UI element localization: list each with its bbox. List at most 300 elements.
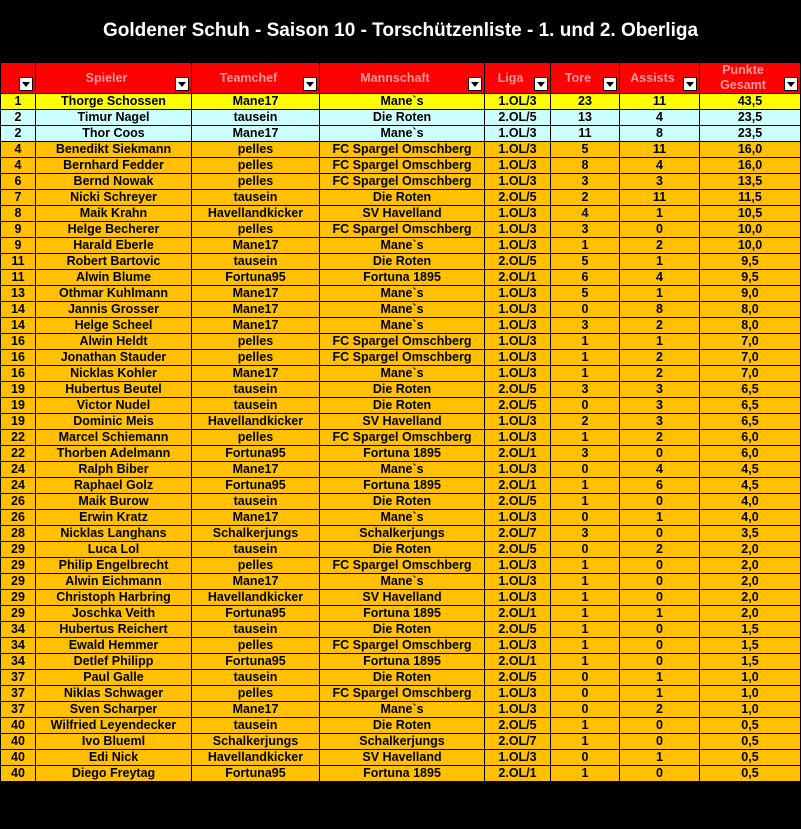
cell-tore[interactable]: 8 [551, 158, 620, 174]
cell-assists[interactable]: 1 [620, 750, 700, 766]
cell-punkte[interactable]: 1,0 [700, 686, 801, 702]
cell-tore[interactable]: 1 [551, 654, 620, 670]
cell-tore[interactable]: 1 [551, 478, 620, 494]
cell-spieler[interactable]: Maik Krahn [36, 206, 192, 222]
cell-punkte[interactable]: 1,0 [700, 670, 801, 686]
cell-mannschaft[interactable]: Mane`s [320, 318, 485, 334]
cell-liga[interactable]: 1.OL/3 [485, 430, 551, 446]
cell-punkte[interactable]: 6,5 [700, 414, 801, 430]
cell-rank[interactable]: 37 [1, 686, 36, 702]
cell-assists[interactable]: 1 [620, 286, 700, 302]
cell-teamchef[interactable]: Fortuna95 [192, 478, 320, 494]
cell-tore[interactable]: 0 [551, 750, 620, 766]
filter-dropdown-icon[interactable] [175, 77, 189, 91]
cell-tore[interactable]: 3 [551, 174, 620, 190]
cell-teamchef[interactable]: Fortuna95 [192, 606, 320, 622]
cell-rank[interactable]: 19 [1, 398, 36, 414]
cell-punkte[interactable]: 9,5 [700, 270, 801, 286]
cell-liga[interactable]: 2.OL/1 [485, 478, 551, 494]
cell-assists[interactable]: 8 [620, 126, 700, 142]
cell-rank[interactable]: 40 [1, 750, 36, 766]
cell-rank[interactable]: 16 [1, 334, 36, 350]
cell-spieler[interactable]: Alwin Blume [36, 270, 192, 286]
cell-rank[interactable]: 37 [1, 670, 36, 686]
cell-tore[interactable]: 1 [551, 622, 620, 638]
cell-spieler[interactable]: Alwin Eichmann [36, 574, 192, 590]
cell-liga[interactable]: 2.OL/1 [485, 606, 551, 622]
cell-mannschaft[interactable]: FC Spargel Omschberg [320, 686, 485, 702]
cell-spieler[interactable]: Robert Bartovic [36, 254, 192, 270]
cell-liga[interactable]: 2.OL/1 [485, 446, 551, 462]
cell-teamchef[interactable]: tausein [192, 718, 320, 734]
cell-assists[interactable]: 0 [620, 654, 700, 670]
cell-rank[interactable]: 40 [1, 734, 36, 750]
cell-mannschaft[interactable]: Schalkerjungs [320, 526, 485, 542]
cell-spieler[interactable]: Niklas Schwager [36, 686, 192, 702]
cell-tore[interactable]: 0 [551, 686, 620, 702]
cell-punkte[interactable]: 0,5 [700, 766, 801, 782]
cell-spieler[interactable]: Helge Becherer [36, 222, 192, 238]
cell-assists[interactable]: 2 [620, 542, 700, 558]
cell-mannschaft[interactable]: FC Spargel Omschberg [320, 558, 485, 574]
cell-liga[interactable]: 2.OL/1 [485, 766, 551, 782]
cell-assists[interactable]: 2 [620, 366, 700, 382]
cell-tore[interactable]: 11 [551, 126, 620, 142]
cell-teamchef[interactable]: Havellandkicker [192, 590, 320, 606]
cell-assists[interactable]: 11 [620, 190, 700, 206]
cell-rank[interactable]: 9 [1, 222, 36, 238]
cell-assists[interactable]: 1 [620, 686, 700, 702]
cell-teamchef[interactable]: Mane17 [192, 702, 320, 718]
cell-teamchef[interactable]: Fortuna95 [192, 270, 320, 286]
cell-teamchef[interactable]: tausein [192, 494, 320, 510]
cell-rank[interactable]: 16 [1, 366, 36, 382]
cell-rank[interactable]: 13 [1, 286, 36, 302]
cell-spieler[interactable]: Thor Coos [36, 126, 192, 142]
cell-rank[interactable]: 34 [1, 654, 36, 670]
cell-spieler[interactable]: Harald Eberle [36, 238, 192, 254]
cell-rank[interactable]: 29 [1, 558, 36, 574]
cell-punkte[interactable]: 8,0 [700, 302, 801, 318]
cell-punkte[interactable]: 3,5 [700, 526, 801, 542]
cell-spieler[interactable]: Jonathan Stauder [36, 350, 192, 366]
cell-mannschaft[interactable]: Mane`s [320, 510, 485, 526]
cell-liga[interactable]: 2.OL/5 [485, 718, 551, 734]
cell-mannschaft[interactable]: Die Roten [320, 622, 485, 638]
cell-teamchef[interactable]: tausein [192, 382, 320, 398]
cell-tore[interactable]: 1 [551, 494, 620, 510]
cell-rank[interactable]: 2 [1, 126, 36, 142]
cell-liga[interactable]: 1.OL/3 [485, 590, 551, 606]
cell-rank[interactable]: 29 [1, 606, 36, 622]
cell-punkte[interactable]: 2,0 [700, 558, 801, 574]
cell-liga[interactable]: 2.OL/5 [485, 494, 551, 510]
cell-spieler[interactable]: Dominic Meis [36, 414, 192, 430]
cell-liga[interactable]: 1.OL/3 [485, 222, 551, 238]
cell-rank[interactable]: 40 [1, 718, 36, 734]
cell-liga[interactable]: 1.OL/3 [485, 238, 551, 254]
cell-punkte[interactable]: 2,0 [700, 606, 801, 622]
cell-spieler[interactable]: Raphael Golz [36, 478, 192, 494]
cell-tore[interactable]: 1 [551, 718, 620, 734]
cell-punkte[interactable]: 6,5 [700, 398, 801, 414]
cell-spieler[interactable]: Sven Scharper [36, 702, 192, 718]
cell-tore[interactable]: 1 [551, 238, 620, 254]
cell-teamchef[interactable]: tausein [192, 190, 320, 206]
cell-rank[interactable]: 4 [1, 158, 36, 174]
cell-punkte[interactable]: 16,0 [700, 142, 801, 158]
cell-mannschaft[interactable]: FC Spargel Omschberg [320, 350, 485, 366]
cell-spieler[interactable]: Nicklas Kohler [36, 366, 192, 382]
cell-teamchef[interactable]: Mane17 [192, 574, 320, 590]
cell-mannschaft[interactable]: Mane`s [320, 286, 485, 302]
cell-rank[interactable]: 19 [1, 382, 36, 398]
cell-rank[interactable]: 34 [1, 622, 36, 638]
cell-rank[interactable]: 4 [1, 142, 36, 158]
cell-liga[interactable]: 1.OL/3 [485, 462, 551, 478]
cell-punkte[interactable]: 10,5 [700, 206, 801, 222]
cell-teamchef[interactable]: pelles [192, 334, 320, 350]
cell-teamchef[interactable]: pelles [192, 350, 320, 366]
cell-rank[interactable]: 29 [1, 574, 36, 590]
cell-tore[interactable]: 1 [551, 734, 620, 750]
cell-assists[interactable]: 0 [620, 718, 700, 734]
cell-liga[interactable]: 2.OL/5 [485, 622, 551, 638]
cell-punkte[interactable]: 9,5 [700, 254, 801, 270]
cell-punkte[interactable]: 2,0 [700, 590, 801, 606]
cell-spieler[interactable]: Jannis Grosser [36, 302, 192, 318]
cell-mannschaft[interactable]: Die Roten [320, 110, 485, 126]
cell-teamchef[interactable]: tausein [192, 542, 320, 558]
cell-tore[interactable]: 3 [551, 382, 620, 398]
cell-liga[interactable]: 1.OL/3 [485, 750, 551, 766]
cell-spieler[interactable]: Diego Freytag [36, 766, 192, 782]
filter-dropdown-icon[interactable] [468, 77, 482, 91]
cell-assists[interactable]: 11 [620, 142, 700, 158]
cell-assists[interactable]: 2 [620, 430, 700, 446]
cell-tore[interactable]: 2 [551, 414, 620, 430]
cell-mannschaft[interactable]: FC Spargel Omschberg [320, 430, 485, 446]
cell-spieler[interactable]: Christoph Harbring [36, 590, 192, 606]
cell-spieler[interactable]: Bernhard Fedder [36, 158, 192, 174]
cell-mannschaft[interactable]: Mane`s [320, 126, 485, 142]
cell-mannschaft[interactable]: Die Roten [320, 190, 485, 206]
cell-spieler[interactable]: Marcel Schiemann [36, 430, 192, 446]
cell-mannschaft[interactable]: FC Spargel Omschberg [320, 174, 485, 190]
cell-assists[interactable]: 1 [620, 510, 700, 526]
cell-spieler[interactable]: Joschka Veith [36, 606, 192, 622]
cell-spieler[interactable]: Victor Nudel [36, 398, 192, 414]
filter-dropdown-icon[interactable] [303, 77, 317, 91]
cell-mannschaft[interactable]: Mane`s [320, 462, 485, 478]
cell-assists[interactable]: 11 [620, 94, 700, 110]
cell-tore[interactable]: 0 [551, 702, 620, 718]
cell-assists[interactable]: 3 [620, 398, 700, 414]
cell-spieler[interactable]: Timur Nagel [36, 110, 192, 126]
cell-spieler[interactable]: Wilfried Leyendecker [36, 718, 192, 734]
cell-punkte[interactable]: 13,5 [700, 174, 801, 190]
cell-mannschaft[interactable]: FC Spargel Omschberg [320, 158, 485, 174]
cell-assists[interactable]: 0 [620, 590, 700, 606]
cell-tore[interactable]: 0 [551, 510, 620, 526]
cell-mannschaft[interactable]: SV Havelland [320, 750, 485, 766]
cell-liga[interactable]: 1.OL/3 [485, 558, 551, 574]
cell-punkte[interactable]: 1,0 [700, 702, 801, 718]
cell-punkte[interactable]: 7,0 [700, 350, 801, 366]
cell-rank[interactable]: 40 [1, 766, 36, 782]
cell-mannschaft[interactable]: Die Roten [320, 254, 485, 270]
cell-liga[interactable]: 1.OL/3 [485, 702, 551, 718]
cell-assists[interactable]: 0 [620, 494, 700, 510]
cell-liga[interactable]: 2.OL/5 [485, 190, 551, 206]
cell-tore[interactable]: 1 [551, 334, 620, 350]
cell-punkte[interactable]: 7,0 [700, 366, 801, 382]
cell-punkte[interactable]: 0,5 [700, 718, 801, 734]
cell-punkte[interactable]: 23,5 [700, 110, 801, 126]
cell-teamchef[interactable]: tausein [192, 398, 320, 414]
cell-punkte[interactable]: 4,5 [700, 478, 801, 494]
cell-assists[interactable]: 3 [620, 174, 700, 190]
cell-spieler[interactable]: Erwin Kratz [36, 510, 192, 526]
cell-spieler[interactable]: Nicki Schreyer [36, 190, 192, 206]
cell-mannschaft[interactable]: Mane`s [320, 302, 485, 318]
cell-mannschaft[interactable]: Mane`s [320, 574, 485, 590]
cell-rank[interactable]: 28 [1, 526, 36, 542]
cell-rank[interactable]: 11 [1, 254, 36, 270]
cell-punkte[interactable]: 4,0 [700, 510, 801, 526]
cell-mannschaft[interactable]: SV Havelland [320, 414, 485, 430]
cell-punkte[interactable]: 8,0 [700, 318, 801, 334]
cell-teamchef[interactable]: tausein [192, 670, 320, 686]
cell-rank[interactable]: 24 [1, 478, 36, 494]
cell-assists[interactable]: 2 [620, 702, 700, 718]
cell-mannschaft[interactable]: Fortuna 1895 [320, 270, 485, 286]
cell-rank[interactable]: 14 [1, 302, 36, 318]
cell-liga[interactable]: 1.OL/3 [485, 366, 551, 382]
cell-liga[interactable]: 2.OL/5 [485, 110, 551, 126]
cell-mannschaft[interactable]: Die Roten [320, 542, 485, 558]
cell-liga[interactable]: 1.OL/3 [485, 510, 551, 526]
cell-punkte[interactable]: 2,0 [700, 542, 801, 558]
cell-assists[interactable]: 1 [620, 206, 700, 222]
cell-liga[interactable]: 1.OL/3 [485, 414, 551, 430]
cell-teamchef[interactable]: pelles [192, 686, 320, 702]
cell-spieler[interactable]: Ralph Biber [36, 462, 192, 478]
cell-teamchef[interactable]: pelles [192, 158, 320, 174]
cell-liga[interactable]: 1.OL/3 [485, 126, 551, 142]
cell-assists[interactable]: 0 [620, 574, 700, 590]
cell-tore[interactable]: 13 [551, 110, 620, 126]
cell-assists[interactable]: 4 [620, 270, 700, 286]
cell-liga[interactable]: 1.OL/3 [485, 158, 551, 174]
cell-mannschaft[interactable]: Die Roten [320, 718, 485, 734]
cell-liga[interactable]: 2.OL/1 [485, 654, 551, 670]
cell-teamchef[interactable]: Fortuna95 [192, 766, 320, 782]
cell-spieler[interactable]: Paul Galle [36, 670, 192, 686]
cell-tore[interactable]: 5 [551, 286, 620, 302]
cell-rank[interactable]: 29 [1, 542, 36, 558]
cell-assists[interactable]: 0 [620, 622, 700, 638]
cell-teamchef[interactable]: pelles [192, 558, 320, 574]
cell-spieler[interactable]: Othmar Kuhlmann [36, 286, 192, 302]
cell-tore[interactable]: 1 [551, 430, 620, 446]
cell-teamchef[interactable]: tausein [192, 110, 320, 126]
cell-tore[interactable]: 1 [551, 638, 620, 654]
cell-teamchef[interactable]: tausein [192, 254, 320, 270]
cell-rank[interactable]: 11 [1, 270, 36, 286]
cell-teamchef[interactable]: pelles [192, 430, 320, 446]
cell-punkte[interactable]: 1,5 [700, 638, 801, 654]
cell-rank[interactable]: 8 [1, 206, 36, 222]
cell-mannschaft[interactable]: Schalkerjungs [320, 734, 485, 750]
cell-tore[interactable]: 5 [551, 142, 620, 158]
cell-tore[interactable]: 2 [551, 190, 620, 206]
cell-rank[interactable]: 14 [1, 318, 36, 334]
cell-liga[interactable]: 1.OL/3 [485, 94, 551, 110]
cell-liga[interactable]: 2.OL/5 [485, 382, 551, 398]
cell-assists[interactable]: 0 [620, 638, 700, 654]
cell-liga[interactable]: 1.OL/3 [485, 334, 551, 350]
filter-dropdown-icon[interactable] [683, 77, 697, 91]
cell-punkte[interactable]: 2,0 [700, 574, 801, 590]
cell-punkte[interactable]: 4,0 [700, 494, 801, 510]
cell-tore[interactable]: 1 [551, 766, 620, 782]
cell-mannschaft[interactable]: Die Roten [320, 382, 485, 398]
cell-mannschaft[interactable]: FC Spargel Omschberg [320, 142, 485, 158]
cell-tore[interactable]: 3 [551, 446, 620, 462]
cell-spieler[interactable]: Alwin Heldt [36, 334, 192, 350]
cell-rank[interactable]: 37 [1, 702, 36, 718]
cell-teamchef[interactable]: pelles [192, 222, 320, 238]
cell-teamchef[interactable]: Mane17 [192, 302, 320, 318]
cell-assists[interactable]: 1 [620, 254, 700, 270]
cell-liga[interactable]: 1.OL/3 [485, 142, 551, 158]
cell-assists[interactable]: 8 [620, 302, 700, 318]
cell-assists[interactable]: 3 [620, 414, 700, 430]
cell-mannschaft[interactable]: FC Spargel Omschberg [320, 222, 485, 238]
cell-mannschaft[interactable]: Fortuna 1895 [320, 766, 485, 782]
cell-tore[interactable]: 5 [551, 254, 620, 270]
cell-mannschaft[interactable]: SV Havelland [320, 590, 485, 606]
cell-mannschaft[interactable]: Die Roten [320, 398, 485, 414]
cell-mannschaft[interactable]: Mane`s [320, 366, 485, 382]
filter-dropdown-icon[interactable] [19, 77, 33, 91]
cell-teamchef[interactable]: Schalkerjungs [192, 734, 320, 750]
cell-teamchef[interactable]: Schalkerjungs [192, 526, 320, 542]
cell-spieler[interactable]: Ewald Hemmer [36, 638, 192, 654]
cell-assists[interactable]: 3 [620, 382, 700, 398]
cell-rank[interactable]: 2 [1, 110, 36, 126]
cell-spieler[interactable]: Bernd Nowak [36, 174, 192, 190]
cell-mannschaft[interactable]: FC Spargel Omschberg [320, 334, 485, 350]
cell-liga[interactable]: 1.OL/3 [485, 206, 551, 222]
cell-spieler[interactable]: Nicklas Langhans [36, 526, 192, 542]
cell-liga[interactable]: 2.OL/7 [485, 526, 551, 542]
cell-teamchef[interactable]: pelles [192, 638, 320, 654]
cell-spieler[interactable]: Luca Lol [36, 542, 192, 558]
cell-spieler[interactable]: Benedikt Siekmann [36, 142, 192, 158]
cell-assists[interactable]: 1 [620, 670, 700, 686]
cell-teamchef[interactable]: Havellandkicker [192, 750, 320, 766]
cell-spieler[interactable]: Ivo Blueml [36, 734, 192, 750]
cell-liga[interactable]: 2.OL/5 [485, 398, 551, 414]
cell-teamchef[interactable]: Havellandkicker [192, 206, 320, 222]
cell-spieler[interactable]: Thorben Adelmann [36, 446, 192, 462]
cell-tore[interactable]: 0 [551, 398, 620, 414]
cell-mannschaft[interactable]: FC Spargel Omschberg [320, 638, 485, 654]
cell-liga[interactable]: 1.OL/3 [485, 318, 551, 334]
cell-tore[interactable]: 1 [551, 558, 620, 574]
cell-liga[interactable]: 1.OL/3 [485, 174, 551, 190]
cell-assists[interactable]: 2 [620, 238, 700, 254]
cell-assists[interactable]: 0 [620, 734, 700, 750]
cell-spieler[interactable]: Detlef Philipp [36, 654, 192, 670]
cell-rank[interactable]: 22 [1, 430, 36, 446]
cell-punkte[interactable]: 6,5 [700, 382, 801, 398]
cell-liga[interactable]: 1.OL/3 [485, 286, 551, 302]
cell-assists[interactable]: 0 [620, 558, 700, 574]
cell-rank[interactable]: 26 [1, 494, 36, 510]
filter-dropdown-icon[interactable] [534, 77, 548, 91]
cell-tore[interactable]: 1 [551, 574, 620, 590]
cell-teamchef[interactable]: Havellandkicker [192, 414, 320, 430]
cell-liga[interactable]: 1.OL/3 [485, 686, 551, 702]
cell-assists[interactable]: 0 [620, 766, 700, 782]
cell-liga[interactable]: 1.OL/3 [485, 350, 551, 366]
cell-punkte[interactable]: 23,5 [700, 126, 801, 142]
cell-assists[interactable]: 0 [620, 446, 700, 462]
cell-tore[interactable]: 23 [551, 94, 620, 110]
cell-tore[interactable]: 1 [551, 366, 620, 382]
cell-punkte[interactable]: 43,5 [700, 94, 801, 110]
filter-dropdown-icon[interactable] [603, 77, 617, 91]
cell-tore[interactable]: 1 [551, 590, 620, 606]
cell-teamchef[interactable]: pelles [192, 174, 320, 190]
cell-teamchef[interactable]: Fortuna95 [192, 446, 320, 462]
cell-liga[interactable]: 2.OL/7 [485, 734, 551, 750]
cell-spieler[interactable]: Hubertus Beutel [36, 382, 192, 398]
cell-tore[interactable]: 3 [551, 526, 620, 542]
cell-rank[interactable]: 9 [1, 238, 36, 254]
cell-rank[interactable]: 16 [1, 350, 36, 366]
cell-mannschaft[interactable]: Fortuna 1895 [320, 606, 485, 622]
cell-liga[interactable]: 1.OL/3 [485, 302, 551, 318]
cell-punkte[interactable]: 0,5 [700, 734, 801, 750]
cell-spieler[interactable]: Maik Burow [36, 494, 192, 510]
cell-spieler[interactable]: Philip Engelbrecht [36, 558, 192, 574]
cell-spieler[interactable]: Thorge Schossen [36, 94, 192, 110]
cell-punkte[interactable]: 16,0 [700, 158, 801, 174]
cell-liga[interactable]: 1.OL/3 [485, 638, 551, 654]
cell-assists[interactable]: 0 [620, 222, 700, 238]
cell-punkte[interactable]: 1,5 [700, 654, 801, 670]
cell-liga[interactable]: 2.OL/5 [485, 542, 551, 558]
cell-tore[interactable]: 6 [551, 270, 620, 286]
cell-tore[interactable]: 0 [551, 670, 620, 686]
cell-liga[interactable]: 1.OL/3 [485, 574, 551, 590]
cell-rank[interactable]: 19 [1, 414, 36, 430]
cell-liga[interactable]: 2.OL/5 [485, 254, 551, 270]
cell-rank[interactable]: 6 [1, 174, 36, 190]
cell-spieler[interactable]: Hubertus Reichert [36, 622, 192, 638]
cell-assists[interactable]: 4 [620, 462, 700, 478]
cell-teamchef[interactable]: Mane17 [192, 318, 320, 334]
cell-teamchef[interactable]: Mane17 [192, 462, 320, 478]
cell-mannschaft[interactable]: Mane`s [320, 702, 485, 718]
cell-tore[interactable]: 4 [551, 206, 620, 222]
cell-assists[interactable]: 2 [620, 350, 700, 366]
cell-rank[interactable]: 26 [1, 510, 36, 526]
